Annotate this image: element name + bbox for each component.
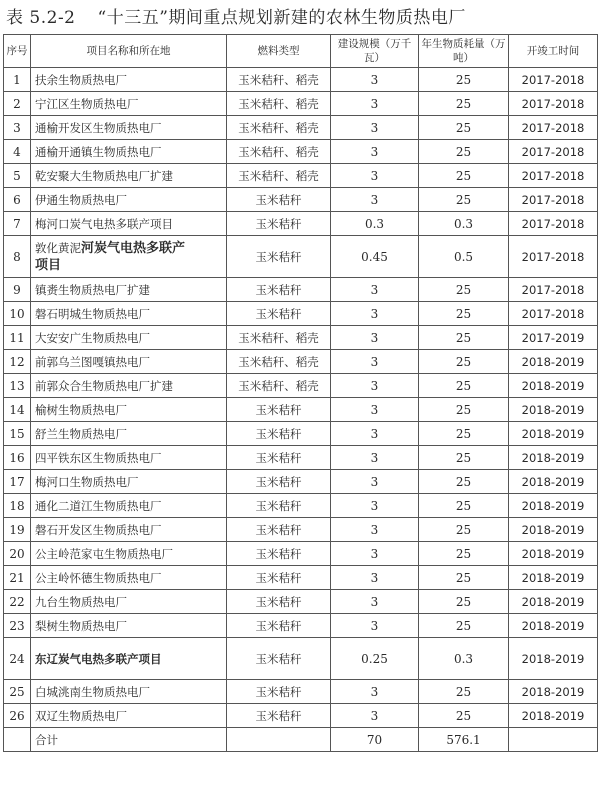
name-cell: 公主岭怀德生物质热电厂 <box>31 566 227 590</box>
fuel-cell: 玉米秸秆 <box>227 446 331 470</box>
name-part: 敦化黄泥 <box>35 240 81 255</box>
consumption-cell: 0.3 <box>419 638 509 680</box>
scale-cell: 3 <box>331 116 419 140</box>
table-row <box>4 92 598 116</box>
scale-cell: 0.45 <box>331 236 419 278</box>
header-name: 项目名称和所在地 <box>31 35 227 68</box>
table-row <box>4 590 598 614</box>
seq-cell: 19 <box>4 518 31 542</box>
seq-cell: 9 <box>4 278 31 302</box>
table-row <box>4 518 598 542</box>
consumption-cell: 25 <box>419 704 509 728</box>
seq-cell: 12 <box>4 350 31 374</box>
seq-cell: 10 <box>4 302 31 326</box>
fuel-cell: 玉米秸秆 <box>227 236 331 278</box>
header-consumption: 年生物质耗量（万吨） <box>419 35 509 68</box>
fuel-cell: 玉米秸秆、稻壳 <box>227 350 331 374</box>
seq-cell: 21 <box>4 566 31 590</box>
seq-cell: 4 <box>4 140 31 164</box>
consumption-cell: 25 <box>419 116 509 140</box>
total-row <box>4 728 598 752</box>
seq-cell: 22 <box>4 590 31 614</box>
table-row <box>4 374 598 398</box>
period-cell: 2017-2018 <box>509 188 598 212</box>
fuel-cell: 玉米秸秆、稻壳 <box>227 116 331 140</box>
period-cell: 2017-2018 <box>509 278 598 302</box>
table-row <box>4 164 598 188</box>
name-cell: 镇赉生物质热电厂扩建 <box>31 278 227 302</box>
fuel-cell <box>227 728 331 752</box>
table-row <box>4 116 598 140</box>
name-cell: 梨树生物质热电厂 <box>31 614 227 638</box>
fuel-cell: 玉米秸秆 <box>227 614 331 638</box>
fuel-cell: 玉米秸秆 <box>227 188 331 212</box>
fuel-cell: 玉米秸秆、稻壳 <box>227 92 331 116</box>
period-cell: 2018-2019 <box>509 446 598 470</box>
seq-cell: 23 <box>4 614 31 638</box>
table-row <box>4 398 598 422</box>
period-cell: 2018-2019 <box>509 398 598 422</box>
consumption-cell: 25 <box>419 422 509 446</box>
period-cell: 2018-2019 <box>509 680 598 704</box>
period-cell: 2017-2018 <box>509 164 598 188</box>
consumption-cell: 25 <box>419 566 509 590</box>
fuel-cell: 玉米秸秆 <box>227 704 331 728</box>
table-row <box>4 302 598 326</box>
name-cell: 大安安广生物质热电厂 <box>31 326 227 350</box>
seq-cell: 25 <box>4 680 31 704</box>
seq-cell: 5 <box>4 164 31 188</box>
table-row <box>4 188 598 212</box>
seq-cell: 6 <box>4 188 31 212</box>
fuel-cell: 玉米秸秆、稻壳 <box>227 164 331 188</box>
name-cell: 榆树生物质热电厂 <box>31 398 227 422</box>
scale-cell: 3 <box>331 542 419 566</box>
period-cell <box>509 728 598 752</box>
scale-cell: 0.3 <box>331 212 419 236</box>
period-cell: 2017-2019 <box>509 326 598 350</box>
table-row <box>4 278 598 302</box>
period-cell: 2017-2018 <box>509 212 598 236</box>
scale-cell: 3 <box>331 350 419 374</box>
consumption-cell: 25 <box>419 446 509 470</box>
seq-cell: 14 <box>4 398 31 422</box>
table-row <box>4 236 598 278</box>
name-cell: 乾安聚大生物质热电厂扩建 <box>31 164 227 188</box>
fuel-cell: 玉米秸秆、稻壳 <box>227 326 331 350</box>
name-cell: 双辽生物质热电厂 <box>31 704 227 728</box>
name-cell: 舒兰生物质热电厂 <box>31 422 227 446</box>
name-cell: 通榆开发区生物质热电厂 <box>31 116 227 140</box>
scale-cell: 3 <box>331 470 419 494</box>
power-plant-table <box>3 34 598 752</box>
fuel-cell: 玉米秸秆 <box>227 518 331 542</box>
scale-cell: 3 <box>331 566 419 590</box>
fuel-cell: 玉米秸秆 <box>227 494 331 518</box>
consumption-cell: 25 <box>419 350 509 374</box>
name-cell: 通榆开通镇生物质热电厂 <box>31 140 227 164</box>
name-cell: 九台生物质热电厂 <box>31 590 227 614</box>
total-consumption: 576.1 <box>419 728 509 752</box>
seq-cell: 15 <box>4 422 31 446</box>
name-cell: 梅河口生物质热电厂 <box>31 470 227 494</box>
name-cell: 扶余生物质热电厂 <box>31 68 227 92</box>
seq-cell: 24 <box>4 638 31 680</box>
scale-cell: 3 <box>331 704 419 728</box>
fuel-cell: 玉米秸秆 <box>227 422 331 446</box>
scale-cell: 3 <box>331 188 419 212</box>
header-period: 开竣工时间 <box>509 35 598 68</box>
table-row <box>4 212 598 236</box>
scale-cell: 3 <box>331 518 419 542</box>
name-cell: 磐石明城生物质热电厂 <box>31 302 227 326</box>
consumption-cell: 0.3 <box>419 212 509 236</box>
table-number: 表 5.2-2 <box>6 8 76 28</box>
period-cell: 2018-2019 <box>509 590 598 614</box>
seq-cell: 26 <box>4 704 31 728</box>
scale-cell: 3 <box>331 140 419 164</box>
period-cell: 2018-2019 <box>509 566 598 590</box>
total-label: 合计 <box>31 728 227 752</box>
consumption-cell: 25 <box>419 614 509 638</box>
name-cell: 白城洮南生物质热电厂 <box>31 680 227 704</box>
table-row <box>4 422 598 446</box>
seq-cell: 16 <box>4 446 31 470</box>
scale-cell: 3 <box>331 302 419 326</box>
seq-cell: 20 <box>4 542 31 566</box>
seq-cell: 3 <box>4 116 31 140</box>
consumption-cell: 25 <box>419 590 509 614</box>
consumption-cell: 25 <box>419 140 509 164</box>
table-row <box>4 140 598 164</box>
header-row <box>4 35 598 68</box>
period-cell: 2017-2018 <box>509 302 598 326</box>
name-part-bold: 项目 <box>35 257 62 273</box>
fuel-cell: 玉米秸秆 <box>227 680 331 704</box>
scale-cell: 3 <box>331 374 419 398</box>
consumption-cell: 0.5 <box>419 236 509 278</box>
seq-cell: 7 <box>4 212 31 236</box>
name-cell: 伊通生物质热电厂 <box>31 188 227 212</box>
table-row <box>4 68 598 92</box>
scale-cell: 0.25 <box>331 638 419 680</box>
name-cell: 东辽炭气电热多联产项目 <box>31 638 227 680</box>
fuel-cell: 玉米秸秆、稻壳 <box>227 68 331 92</box>
scale-cell: 3 <box>331 68 419 92</box>
seq-cell <box>4 728 31 752</box>
period-cell: 2018-2019 <box>509 518 598 542</box>
fuel-cell: 玉米秸秆 <box>227 278 331 302</box>
table-title <box>6 4 596 32</box>
name-cell: 梅河口炭气电热多联产项目 <box>31 212 227 236</box>
seq-cell: 2 <box>4 92 31 116</box>
name-cell: 通化二道江生物质热电厂 <box>31 494 227 518</box>
consumption-cell: 25 <box>419 470 509 494</box>
consumption-cell: 25 <box>419 374 509 398</box>
header-seq: 序号 <box>4 35 31 68</box>
name-cell: 四平铁东区生物质热电厂 <box>31 446 227 470</box>
table-row <box>4 326 598 350</box>
header-scale: 建设规模（万千瓦） <box>331 35 419 68</box>
scale-cell: 3 <box>331 398 419 422</box>
fuel-cell: 玉米秸秆 <box>227 590 331 614</box>
period-cell: 2018-2019 <box>509 422 598 446</box>
table-row <box>4 680 598 704</box>
period-cell: 2018-2019 <box>509 614 598 638</box>
fuel-cell: 玉米秸秆 <box>227 638 331 680</box>
total-scale: 70 <box>331 728 419 752</box>
consumption-cell: 25 <box>419 164 509 188</box>
consumption-cell: 25 <box>419 278 509 302</box>
seq-cell: 11 <box>4 326 31 350</box>
scale-cell: 3 <box>331 326 419 350</box>
table-row <box>4 350 598 374</box>
consumption-cell: 25 <box>419 518 509 542</box>
period-cell: 2017-2018 <box>509 140 598 164</box>
period-cell: 2018-2019 <box>509 704 598 728</box>
table-caption: “十三五”期间重点规划新建的农林生物质热电厂 <box>97 8 466 28</box>
consumption-cell: 25 <box>419 302 509 326</box>
consumption-cell: 25 <box>419 494 509 518</box>
scale-cell: 3 <box>331 680 419 704</box>
name-cell: 前郭乌兰图嘎镇热电厂 <box>31 350 227 374</box>
name-cell: 磐石开发区生物质热电厂 <box>31 518 227 542</box>
period-cell: 2018-2019 <box>509 374 598 398</box>
table-row <box>4 494 598 518</box>
name-cell <box>31 236 227 278</box>
period-cell: 2018-2019 <box>509 494 598 518</box>
fuel-cell: 玉米秸秆 <box>227 212 331 236</box>
consumption-cell: 25 <box>419 542 509 566</box>
table-row <box>4 446 598 470</box>
scale-cell: 3 <box>331 422 419 446</box>
seq-cell: 8 <box>4 236 31 278</box>
consumption-cell: 25 <box>419 326 509 350</box>
seq-cell: 17 <box>4 470 31 494</box>
scale-cell: 3 <box>331 278 419 302</box>
fuel-cell: 玉米秸秆 <box>227 470 331 494</box>
consumption-cell: 25 <box>419 68 509 92</box>
scale-cell: 3 <box>331 614 419 638</box>
fuel-cell: 玉米秸秆 <box>227 542 331 566</box>
seq-cell: 1 <box>4 68 31 92</box>
fuel-cell: 玉米秸秆、稻壳 <box>227 374 331 398</box>
period-cell: 2018-2019 <box>509 470 598 494</box>
table-row <box>4 638 598 680</box>
scale-cell: 3 <box>331 164 419 188</box>
consumption-cell: 25 <box>419 92 509 116</box>
fuel-cell: 玉米秸秆 <box>227 398 331 422</box>
name-cell: 前郭众合生物质热电厂扩建 <box>31 374 227 398</box>
table-row <box>4 542 598 566</box>
scale-cell: 3 <box>331 590 419 614</box>
fuel-cell: 玉米秸秆 <box>227 566 331 590</box>
seq-cell: 18 <box>4 494 31 518</box>
period-cell: 2018-2019 <box>509 638 598 680</box>
consumption-cell: 25 <box>419 398 509 422</box>
table-row <box>4 566 598 590</box>
period-cell: 2017-2018 <box>509 236 598 278</box>
scale-cell: 3 <box>331 92 419 116</box>
table-row <box>4 614 598 638</box>
fuel-cell: 玉米秸秆、稻壳 <box>227 140 331 164</box>
table-row <box>4 470 598 494</box>
consumption-cell: 25 <box>419 188 509 212</box>
period-cell: 2018-2019 <box>509 350 598 374</box>
name-cell: 宁江区生物质热电厂 <box>31 92 227 116</box>
period-cell: 2017-2018 <box>509 92 598 116</box>
period-cell: 2017-2018 <box>509 68 598 92</box>
table-row <box>4 704 598 728</box>
period-cell: 2017-2018 <box>509 116 598 140</box>
name-cell: 公主岭范家屯生物质热电厂 <box>31 542 227 566</box>
seq-cell: 13 <box>4 374 31 398</box>
scale-cell: 3 <box>331 494 419 518</box>
scale-cell: 3 <box>331 446 419 470</box>
name-part-bold: 河炭气电热多联产 <box>81 240 186 256</box>
header-fuel: 燃料类型 <box>227 35 331 68</box>
consumption-cell: 25 <box>419 680 509 704</box>
period-cell: 2018-2019 <box>509 542 598 566</box>
fuel-cell: 玉米秸秆 <box>227 302 331 326</box>
